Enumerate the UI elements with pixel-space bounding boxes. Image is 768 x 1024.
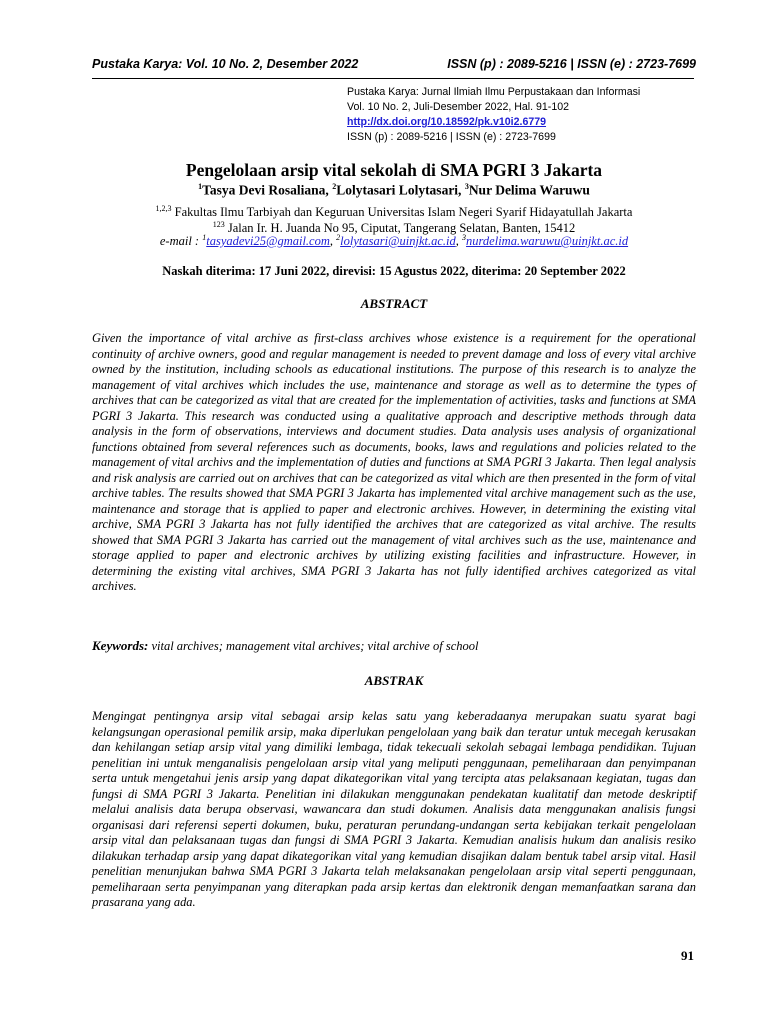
address-text: Jalan Ir. H. Juanda No 95, Ciputat, Tangerang Selatan, Banten, 15412 xyxy=(227,221,576,236)
header-divider xyxy=(92,78,694,79)
author-1-name: Tasya Devi Rosaliana, xyxy=(202,182,329,198)
abstrak-text: Mengingat pentingnya arsip vital sebagai arsip kelas satu yang keberadaanya merupakan suatu syarat bagi kelangsungan operasional pemilik arsip, maka diperlukan pengelolaan yang baik dan teratur untuk mecegah kerusakan dan kehilangan setiap arsip vital yang dimiliki lembaga, tidak tekecuali sekolah sebagai lembaga pendidikan. Tujuan penelitian ini untuk menganalisis pengelolaan arsip vital yang meliputi penggunaan, pemeliharaan dan penyimpanan serta untuk mengetahui jenis arsip yang dapat dikategorikan vital yang tercipta atas pelaksanaan kegiatan, tugas dan fungsi di SMA PGRI 3 Jakarta. Penelitian ini dilakukan menggunakan pendekatan kualitatif dan metode deskriptif melalui analisis data berupa observasi, wawancara dan studi dokumen. Analisis data menggunakan analisis fungsi organisasi dari referensi seperti dokumen, buku, peraturan perundang-undangan serta kebijakan terkait pengelolaan arsip vital dan pelaksanaan tugas dan fungsi di SMA PGRI 3 Jakarta. Kemudian analisis hukum dan analisis resiko dilakukan terhadap arsip yang dapat dikategorikan vital yang kemudian disajikan dalam bentuk tabel arsip vital. Hasil penelitian menunjukan bahwa SMA PGRI 3 Jakarta telah melaksanakan pengelolaan arsip vital seperti penggunaan, pemeliharaan serta penyimpanan yang diterapkan pada arsip kertas dan elektronik dengan memanfaatkan sarana dan prasarana yang ada. xyxy=(92,709,696,909)
author-2-marker: 2 xyxy=(332,182,337,191)
affiliation-text: Fakultas Ilmu Tarbiyah dan Keguruan Universitas Islam Negeri Syarif Hidayatullah Jakarta xyxy=(174,205,633,220)
keywords-label: Keywords: xyxy=(92,638,149,653)
author-list xyxy=(92,182,696,199)
email-1-link[interactable]: tasyadevi25@gmail.com xyxy=(206,234,330,249)
abstract-text: Given the importance of vital archive as first-class archives whose existence is a requirement for the operational continuity of archive owners, good and regular management is needed to prevent damage and loss of every vital archive owned by the institution, including schools as educational institutions. The purpose of this research is to analyze the management of vital archives which includes the use, maintenance and storage as well as to determine the types of archives that can be categorized as vital that are created for the implementation of activities, tasks and functions at SMA PGRI 3 Jakarta. This research was conducted using a qualitative approach and descriptive methods through data analysis in the form of observations, interviews and document studies. Data analysis uses analysis of organizational functions obtained from several references such as documents, books, laws and regulations and policies related to the management of vital archivs and the implementation of duties and functions at SMA PGRI 3 Jakarta. Then legal analysis and risk analysis are carried out on archives that can be categorized as vital which are then presented in the form of vital archive tables. The results showed that SMA PGRI 3 Jakarta has implemented vital archive management such as the use, maintenance and storage that is applied to paper and electronic archives. However, in determining the existing vital archive, SMA PGRI 3 Jakarta has not fully identified the archives that are categorized as vital archive. The results showed that SMA PGRI 3 Jakarta has carried out the management of vital archives such as the use, maintenance and storage applied to paper and electronic archives by utilizing existing facilities and infrastructure. However, in determining the existing vital archives, SMA PGRI 3 Jakarta has not fully identified archives categorized as vital archives. xyxy=(92,331,696,593)
abstract-heading: ABSTRACT xyxy=(360,296,428,311)
email-line: e-mail : $^1$tasyadevi25@gmail.com, $^2$lolytasari@uinjkt.ac.id, $^3$nurdelima.waruwu@uinjkt.ac.id xyxy=(159,233,629,249)
author-1-marker: 1 xyxy=(198,182,203,191)
keywords-line xyxy=(92,638,696,654)
address-marker: 123 xyxy=(212,220,225,229)
keywords-text: vital archives; management vital archives; vital archive of school xyxy=(148,639,479,653)
doi-link[interactable]: http://dx.doi.org/10.18592/pk.v10i2.6779 xyxy=(347,116,547,128)
journal-issn: ISSN (p) : 2089-5216 | ISSN (e) : 2723-7699 xyxy=(347,131,556,143)
email-2-link[interactable]: lolytasari@uinjkt.ac.id xyxy=(340,234,456,249)
affiliation-marker: 1,2,3 xyxy=(155,204,172,213)
page-number: 91 xyxy=(681,948,694,963)
journal-info-block xyxy=(347,85,640,145)
submission-dates: Naskah diterima: 17 Juni 2022, direvisi: 15 Agustus 2022, diterima: 20 September 2022 xyxy=(162,264,626,278)
running-header xyxy=(92,57,696,71)
email-label: e-mail : xyxy=(159,234,203,249)
journal-issue: Vol. 10 No. 2, Juli-Desember 2022, Hal. 91-102 xyxy=(347,101,570,113)
email-3-link[interactable]: nurdelima.waruwu@uinjkt.ac.id xyxy=(466,234,629,249)
paper-title: Pengelolaan arsip vital sekolah di SMA PGRI 3 Jakarta xyxy=(185,160,603,180)
abstrak-heading: ABSTRAK xyxy=(364,673,424,688)
journal-volume-label: Pustaka Karya: Vol. 10 No. 2, Desember 2022 xyxy=(92,57,359,71)
issn-label: ISSN (p) : 2089-5216 | ISSN (e) : 2723-7699 xyxy=(447,57,696,71)
email-3-marker: 3 xyxy=(462,233,467,242)
author-2-name: Lolytasari Lolytasari, xyxy=(336,182,462,198)
email-1-marker: 1 xyxy=(202,233,207,242)
author-3-marker: 3 xyxy=(464,182,469,191)
email-2-marker: 2 xyxy=(336,233,341,242)
journal-name: Pustaka Karya: Jurnal Ilmiah Ilmu Perpustakaan dan Informasi xyxy=(347,86,641,98)
author-3-name: Nur Delima Waruwu xyxy=(468,182,590,198)
